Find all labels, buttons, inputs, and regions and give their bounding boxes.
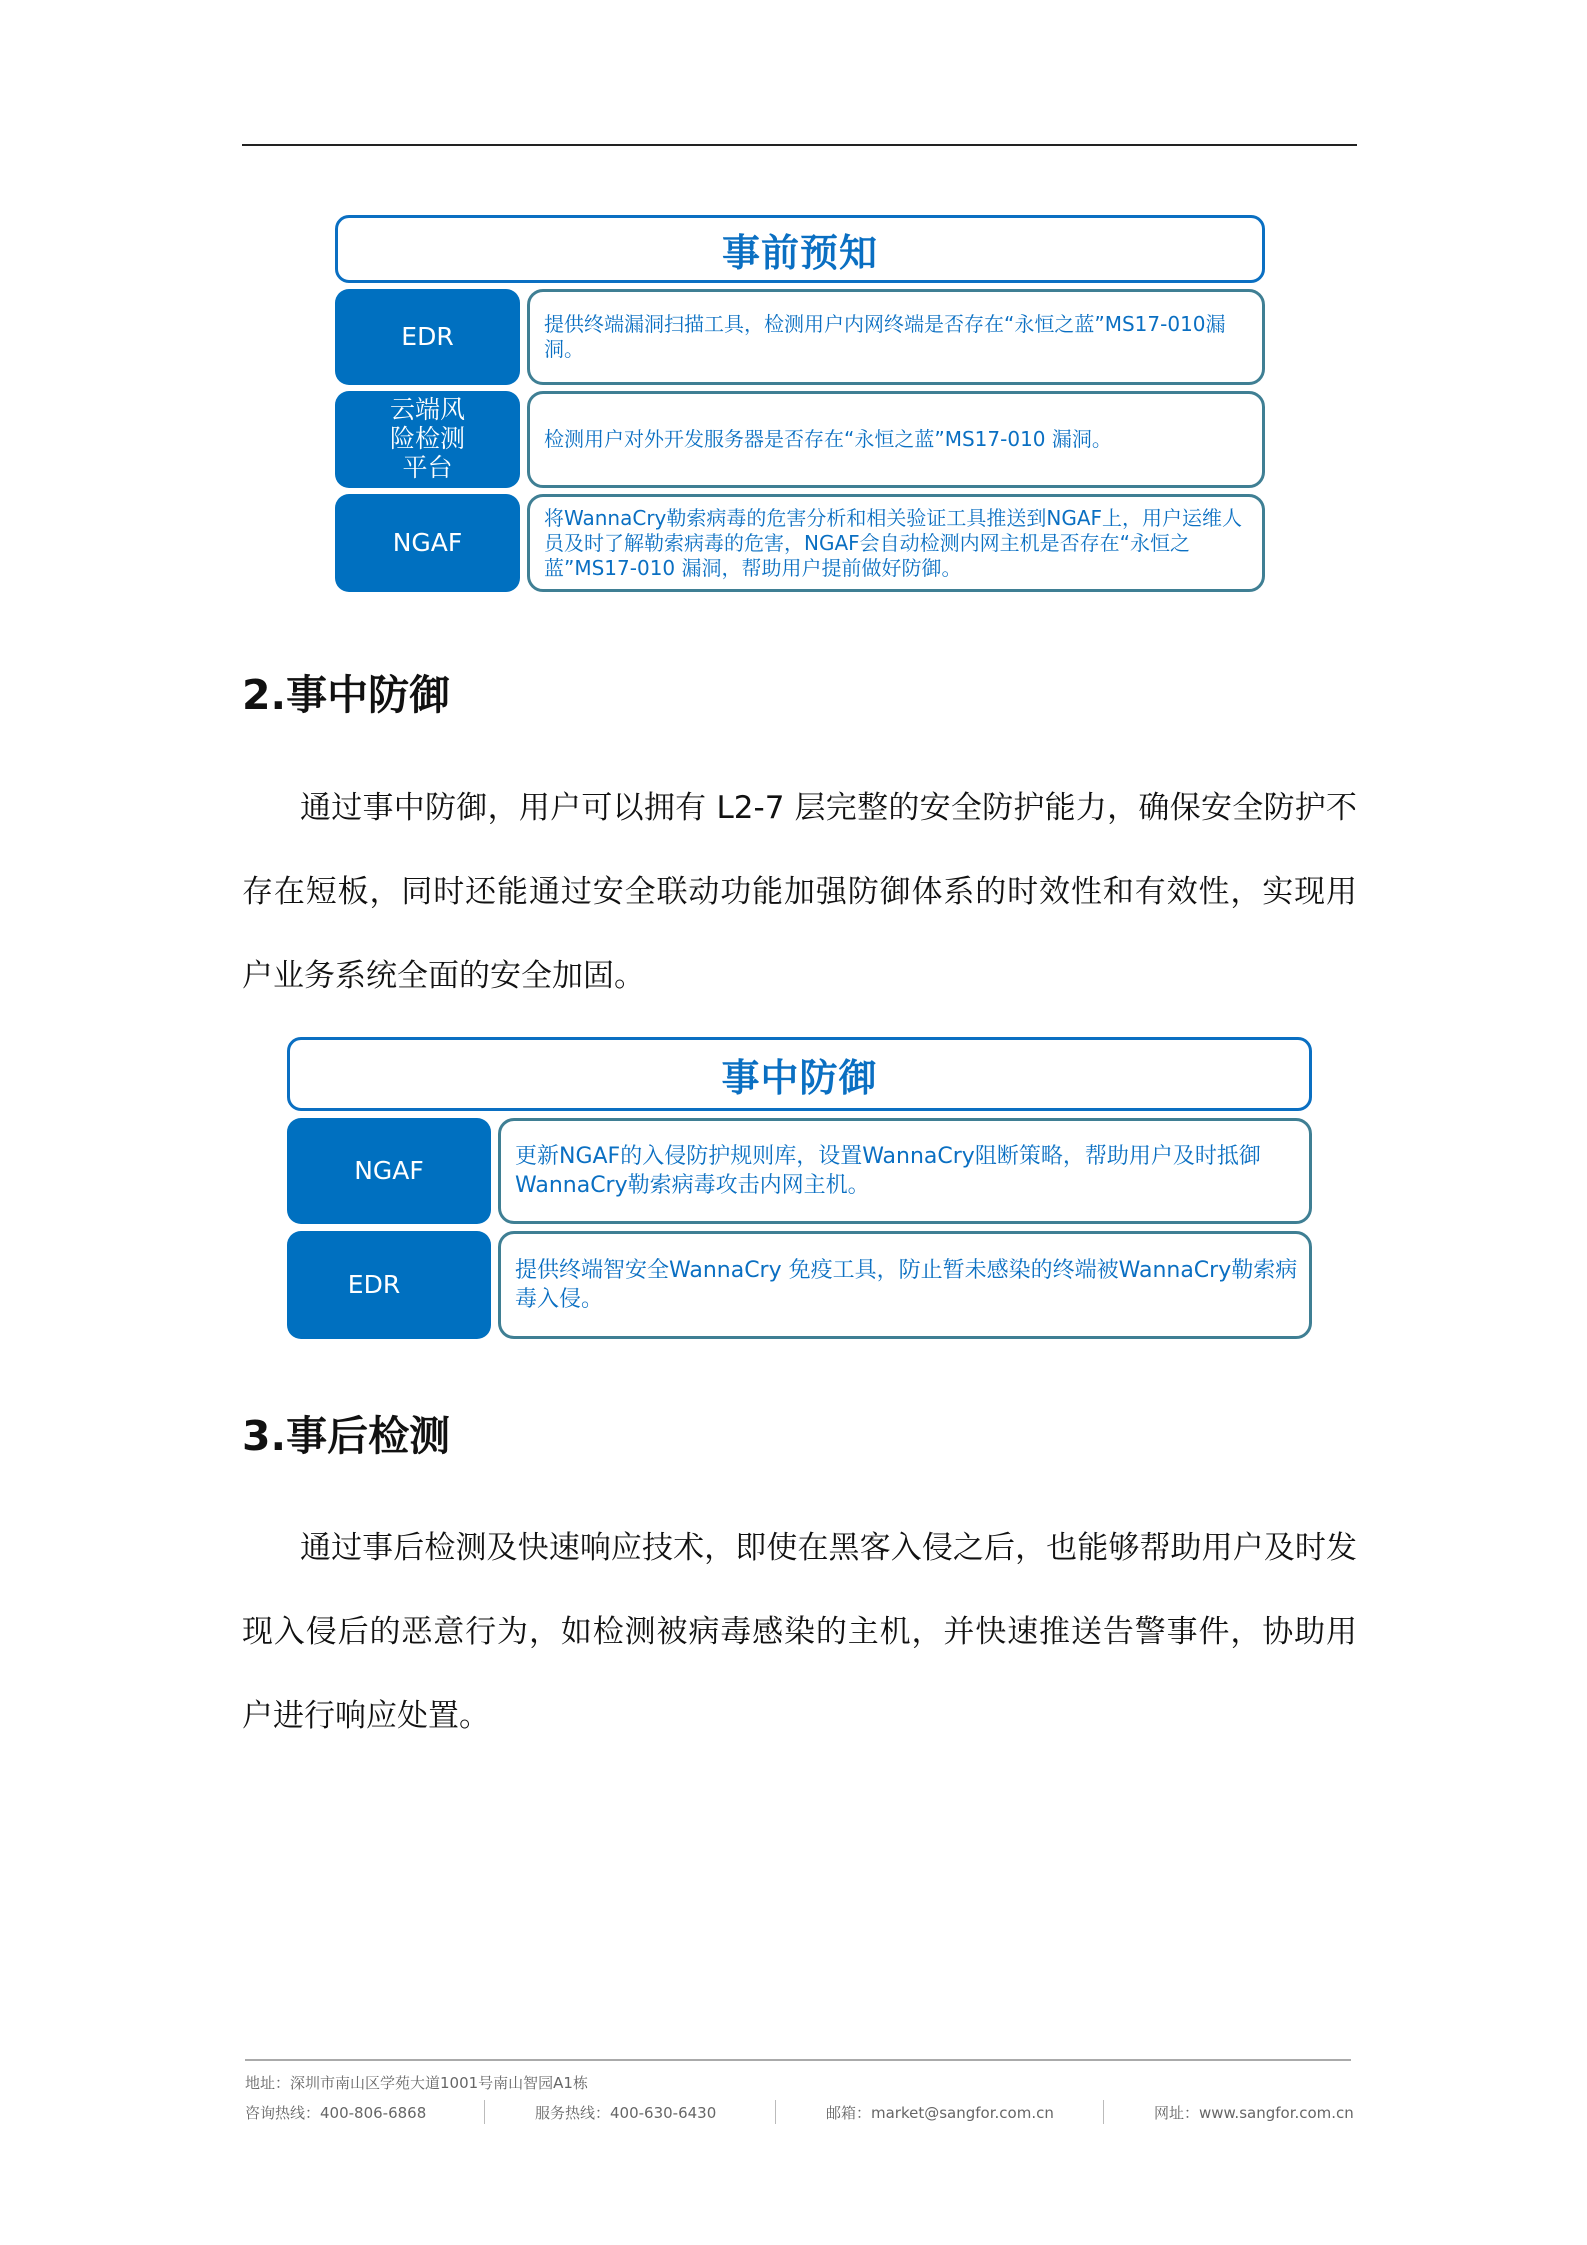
row-desc-edr: 提供终端漏洞扫描工具，检测用户内网终端是否存在“永恒之蓝”MS17-010漏洞。 xyxy=(527,289,1265,385)
row-label-ngaf: NGAF xyxy=(335,494,520,592)
row-desc-edr: 提供终端智安全WannaCry 免疫工具，防止暂未感染的终端被WannaCry勒索病毒入侵。 xyxy=(498,1231,1312,1339)
footer-separator xyxy=(1103,2100,1104,2124)
footer-service-hotline: 服务热线：400-630-6430 xyxy=(535,2104,717,2122)
section-heading: 3.事后检测 xyxy=(242,1412,451,1460)
row-label-cloud-risk: 云端风险检测平台 xyxy=(335,391,520,488)
diagram-title: 事前预知 xyxy=(335,215,1265,283)
footer-address: 地址：深圳市南山区学苑大道1001号南山智园A1栋 xyxy=(245,2074,588,2092)
section-paragraph: 通过事后检测及快速响应技术，即使在黑客入侵之后，也能够帮助用户及时发现入侵后的恶意行为，如检测被病毒感染的主机，并快速推送告警事件，协助用户进行响应处置。 xyxy=(242,1530,1357,1734)
row-label-edr: EDR xyxy=(287,1231,491,1339)
row-label-edr: EDR xyxy=(335,289,520,385)
footer-rule xyxy=(245,2059,1351,2061)
row-label-ngaf: NGAF xyxy=(287,1118,491,1224)
row-desc-cloud-risk: 检测用户对外开发服务器是否存在“永恒之蓝”MS17-010 漏洞。 xyxy=(527,391,1265,488)
row-desc-ngaf: 将WannaCry勒索病毒的危害分析和相关验证工具推送到NGAF上，用户运维人员及时了解勒索病毒的危害，NGAF会自动检测内网主机是否存在“永恒之蓝”MS17-010 漏洞，帮助用户提前做好防御。 xyxy=(527,494,1265,592)
row-desc-ngaf: 更新NGAF的入侵防护规则库，设置WannaCry阻断策略，帮助用户及时抵御WannaCry勒索病毒攻击内网主机。 xyxy=(498,1118,1312,1224)
footer-website: 网址：www.sangfor.com.cn xyxy=(1154,2104,1354,2122)
footer-email: 邮箱：market@sangfor.com.cn xyxy=(826,2104,1054,2122)
diagram-title: 事中防御 xyxy=(287,1037,1312,1111)
footer-consult-hotline: 咨询热线：400-806-6868 xyxy=(245,2104,427,2122)
section-paragraph: 通过事中防御，用户可以拥有 L2-7 层完整的安全防护能力，确保安全防护不存在短板，同时还能通过安全联动功能加强防御体系的时效性和有效性，实现用户业务系统全面的安全加固。 xyxy=(242,790,1357,994)
header-rule xyxy=(242,144,1357,146)
footer-separator xyxy=(775,2100,776,2124)
section-heading: 2.事中防御 xyxy=(242,671,451,719)
footer-separator xyxy=(484,2100,485,2124)
